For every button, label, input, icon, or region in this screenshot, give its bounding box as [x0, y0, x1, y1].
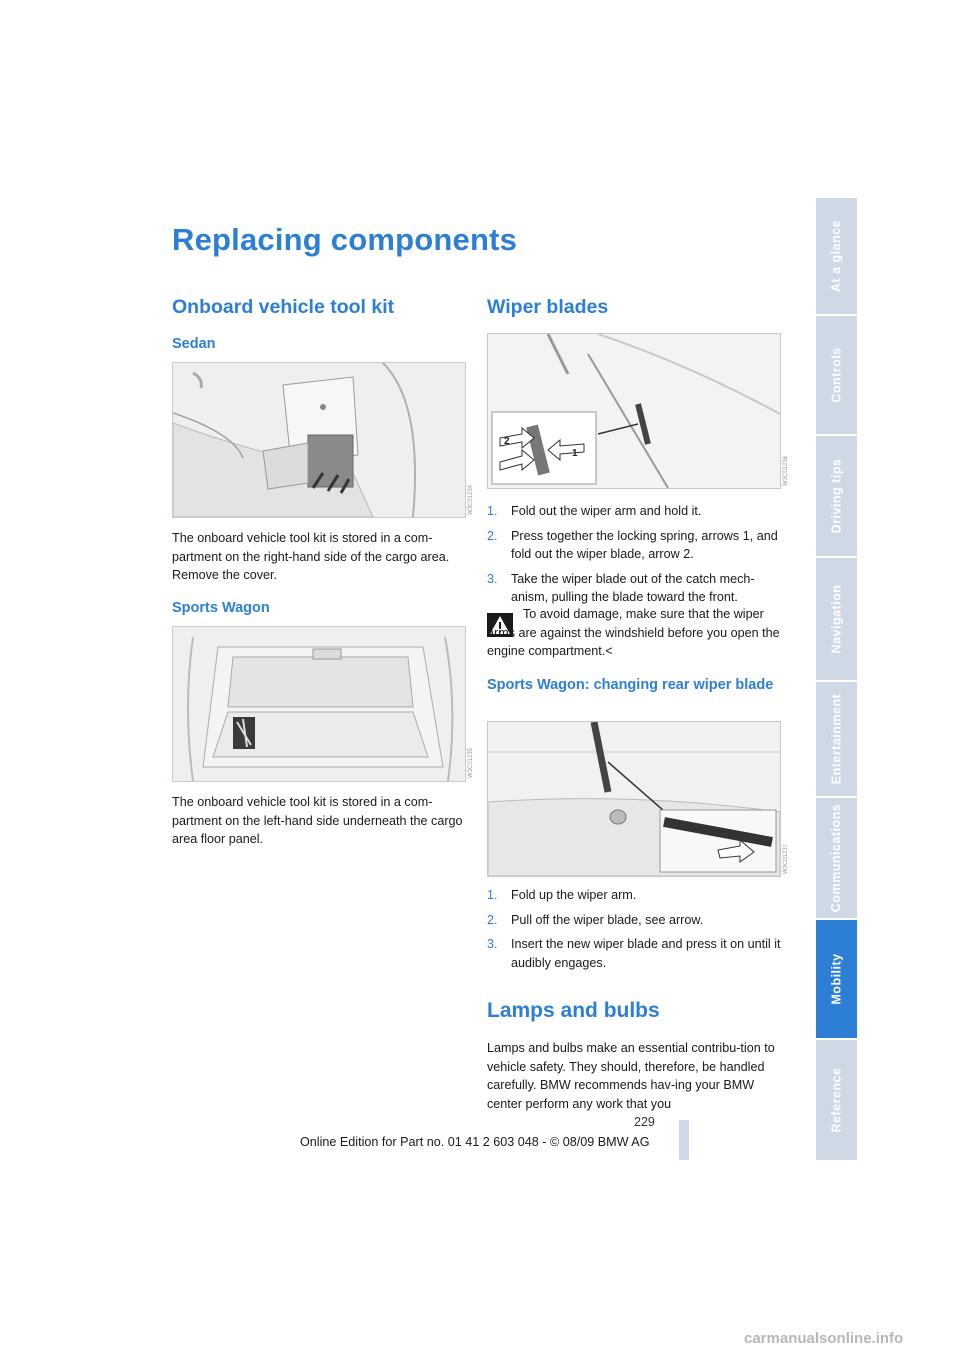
warning-text: To avoid damage, make sure that the wiper arms are against the windshield before you open the engine compartment.< — [487, 607, 780, 658]
rear-wiper-heading: Sports Wagon: changing rear wiper blade — [487, 677, 774, 693]
list-item: 2. Press together the locking spring, arrows 1, and fold out the wiper blade, arrow 2. — [487, 528, 778, 561]
page-title: Replacing components — [172, 222, 518, 257]
sidebar-tab-reference[interactable]: Reference — [816, 1040, 857, 1162]
sedan-heading: Sedan — [172, 336, 216, 352]
lamps-text: Lamps and bulbs make an essential contribu-tion to vehicle safety. They should, therefore, be handled carefully. BMW recommends hav-ing your BMW center perform any work that you — [487, 1041, 775, 1111]
watermark: carmanualsonline.info — [744, 1330, 904, 1347]
wiper-steps — [487, 502, 781, 613]
wiper-blade-photo — [487, 333, 781, 489]
svg-text:1: 1 — [572, 448, 578, 459]
lamps-heading: Lamps and bulbs — [487, 999, 660, 1022]
sedan-text: The onboard vehicle tool kit is stored in a com-partment on the right-hand side of the cargo area. Remove the cover. — [172, 531, 450, 582]
sidebar-tab-entertainment[interactable]: Entertainment — [816, 682, 857, 798]
wiper-heading: Wiper blades — [487, 296, 609, 318]
sidebar-tab-navigation[interactable]: Navigation — [816, 558, 857, 682]
rear-wiper-steps — [487, 886, 781, 978]
sidebar-tab-controls[interactable]: Controls — [816, 316, 857, 436]
image-code: W3C01235 — [468, 747, 474, 778]
wagon-text: The onboard vehicle tool kit is stored in a com-partment on the left-hand side underneath the cargo area floor panel. — [172, 795, 463, 846]
footer-edition: Online Edition for Part no. 01 41 2 603 048 - © 08/09 BMW AG — [300, 1135, 650, 1149]
list-item: 3. Take the wiper blade out of the catch mech-anism, pulling the blade toward the front. — [487, 571, 755, 604]
sidebar-tab-communications[interactable]: Communications — [816, 798, 857, 920]
page-number: 229 — [634, 1115, 655, 1129]
wagon-heading: Sports Wagon — [172, 600, 270, 616]
list-item: 3. Insert the new wiper blade and press it on until it audibly engages. — [487, 937, 781, 970]
image-code: W3C01236 — [783, 455, 789, 486]
image-code: W3C01237 — [783, 843, 789, 874]
sidebar-tab-driving-tips[interactable]: Driving tips — [816, 436, 857, 558]
chapter-sidebar — [816, 198, 857, 1160]
sedan-trunk-photo — [172, 362, 466, 518]
sidebar-tab-mobility[interactable]: Mobility — [816, 920, 857, 1040]
rear-wiper-photo — [487, 721, 781, 877]
image-code: W3C01234 — [468, 484, 474, 515]
wagon-cargo-photo — [172, 626, 466, 782]
list-item: 2. Pull off the wiper blade, see arrow. — [487, 912, 704, 927]
sidebar-tab-at-a-glance[interactable]: At a glance — [816, 198, 857, 316]
page-marker — [679, 1120, 689, 1160]
tool-kit-heading: Onboard vehicle tool kit — [172, 296, 395, 318]
svg-text:2: 2 — [504, 436, 510, 447]
list-item: 1. Fold up the wiper arm. — [487, 888, 637, 902]
list-item: 1. Fold out the wiper arm and hold it. — [487, 504, 702, 518]
